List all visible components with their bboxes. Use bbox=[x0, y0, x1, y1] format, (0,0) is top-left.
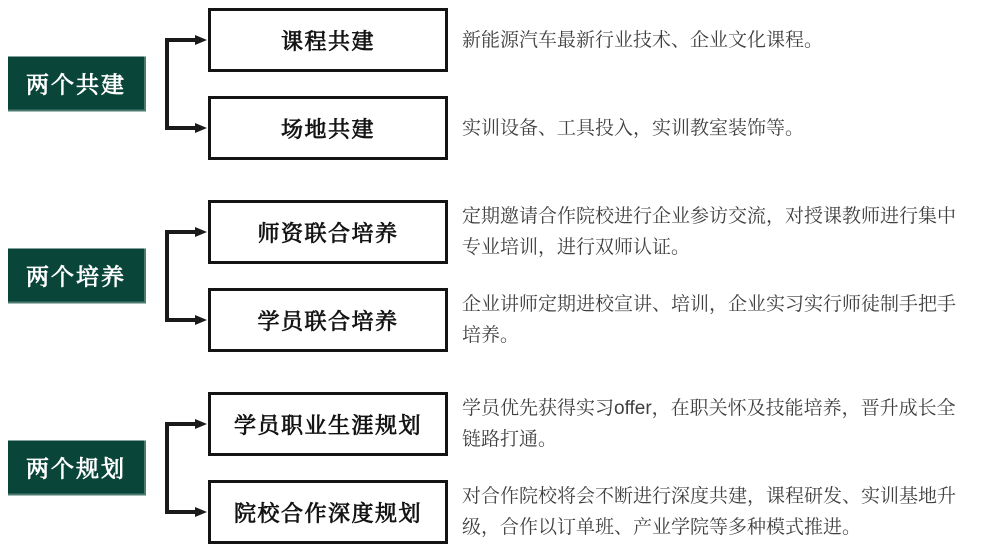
group-two-plannings bbox=[0, 392, 998, 544]
item-description: 对合作院校将会不断进行深度共建，课程研发、实训基地升级，合作以订单班、产业学院等多种模式推进。 bbox=[462, 486, 957, 538]
group-items bbox=[208, 200, 964, 352]
item-row bbox=[208, 96, 964, 160]
group-label: 两个培养 bbox=[8, 249, 146, 304]
item-title: 师资联合培养 bbox=[257, 220, 399, 246]
item-row bbox=[208, 200, 964, 264]
branch-arrows-icon bbox=[165, 419, 209, 517]
item-row bbox=[208, 480, 964, 544]
branch-arrows-icon bbox=[165, 35, 209, 133]
item-description: 企业讲师定期进校宣讲、培训，企业实习实行师徒制手把手培养。 bbox=[462, 294, 957, 346]
item-title-box bbox=[208, 392, 448, 456]
group-items bbox=[208, 392, 964, 544]
item-title-box bbox=[208, 288, 448, 352]
item-title: 课程共建 bbox=[280, 28, 375, 54]
item-title-box bbox=[208, 480, 448, 544]
group-two-trainings bbox=[0, 200, 998, 352]
item-title: 学员职业生涯规划 bbox=[233, 412, 422, 438]
item-title: 场地共建 bbox=[280, 116, 375, 142]
group-two-co-builds bbox=[0, 8, 998, 160]
item-title: 院校合作深度规划 bbox=[233, 500, 422, 526]
item-title-box bbox=[208, 8, 448, 72]
item-description: 实训设备、工具投入，实训教室装饰等。 bbox=[462, 117, 805, 139]
item-title-box bbox=[208, 96, 448, 160]
item-description: 定期邀请合作院校进行企业参访交流，对授课教师进行集中专业培训，进行双师认证。 bbox=[462, 206, 957, 258]
item-title: 学员联合培养 bbox=[257, 308, 399, 334]
item-row bbox=[208, 288, 964, 352]
branch-arrows-icon bbox=[165, 227, 209, 325]
group-label: 两个共建 bbox=[8, 57, 146, 112]
group-items bbox=[208, 8, 964, 160]
group-label: 两个规划 bbox=[8, 441, 146, 496]
item-row bbox=[208, 392, 964, 456]
item-description: 新能源汽车最新行业技术、企业文化课程。 bbox=[462, 29, 824, 51]
item-title-box bbox=[208, 200, 448, 264]
item-description: 学员优先获得实习offer，在职关怀及技能培养，晋升成长全链路打通。 bbox=[462, 398, 956, 450]
item-row bbox=[208, 8, 964, 72]
